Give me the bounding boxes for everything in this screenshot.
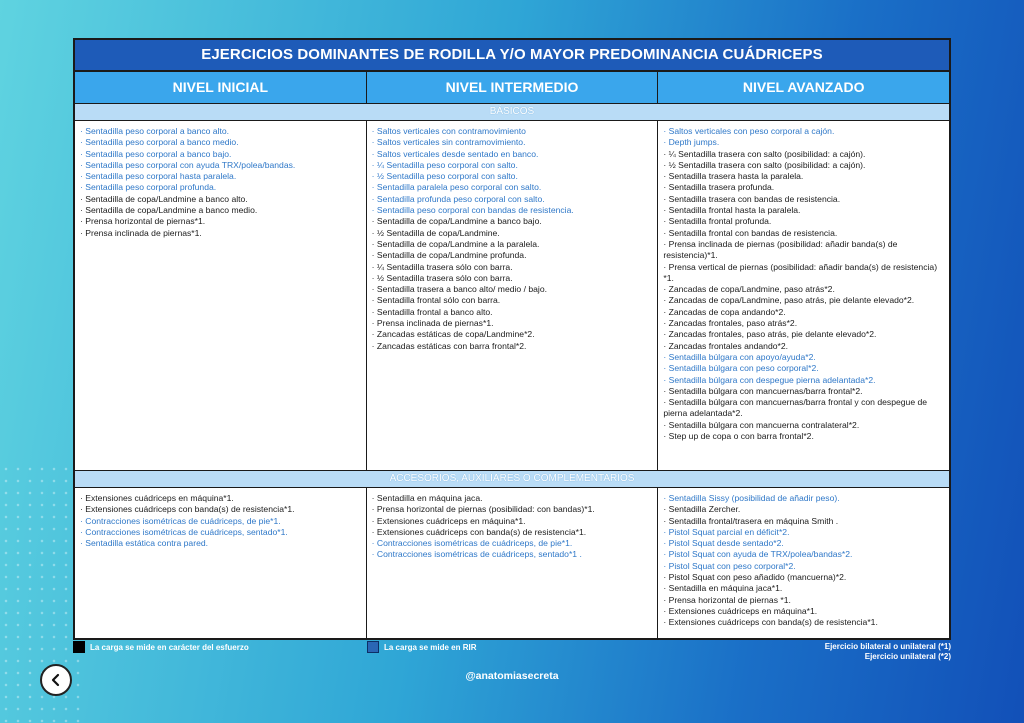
exercise-item: · ½ Sentadilla de copa/Landmine. bbox=[371, 227, 500, 238]
exercise-item: · Saltos verticales con peso corporal a cajón. bbox=[663, 126, 835, 136]
exercise-item: · ¼ Sentadilla trasera sólo con barra. bbox=[371, 261, 513, 272]
exercise-item: · Sentadilla búlgara con mancuernas/barra frontal*2. bbox=[663, 385, 863, 396]
exercise-item: · Sentadilla frontal con bandas de resistencia. bbox=[663, 227, 838, 238]
exercise-item: · Depth jumps. bbox=[663, 137, 720, 148]
exercise-item: · Sentadilla trasera hasta la paralela. bbox=[663, 171, 804, 182]
exercise-item: · Sentadilla peso corporal con ayuda TRX/polea/bandas. bbox=[80, 159, 296, 170]
exercise-item: · Pistol Squat parcial en déficit*2. bbox=[663, 526, 790, 537]
chevron-left-icon bbox=[49, 673, 63, 687]
exercise-item: · Sentadilla búlgara con peso corporal*2. bbox=[663, 363, 819, 374]
legend-black-label: La carga se mide en carácter del esfuerzo bbox=[90, 642, 249, 652]
legend-blue-swatch bbox=[367, 641, 379, 653]
exercise-item: · Extensiones cuádriceps con banda(s) de resistencia*1. bbox=[663, 617, 878, 628]
exercise-item: · Zancadas estáticas con barra frontal*2. bbox=[371, 340, 527, 351]
exercise-item: · Zancadas frontales andando*2. bbox=[663, 340, 789, 351]
level-header-row bbox=[75, 72, 949, 104]
exercise-item: · Extensiones cuádriceps en máquina*1. bbox=[80, 493, 234, 503]
exercise-item: · Sentadilla Zercher. bbox=[663, 504, 741, 515]
level-header-intermedio: NIVEL INTERMEDIO bbox=[367, 72, 659, 103]
exercise-item: · Extensiones cuádriceps en máquina*1. bbox=[371, 515, 526, 526]
exercise-item: · Sentadilla de copa/Landmine a banco medio. bbox=[80, 205, 258, 216]
exercise-item: · Sentadilla búlgara con apoyo/ayuda*2. bbox=[663, 351, 816, 362]
exercise-item: · Sentadilla peso corporal con bandas de resistencia. bbox=[371, 205, 574, 216]
exercise-item: · Sentadilla búlgara con mancuerna contralateral*2. bbox=[663, 419, 860, 430]
exercise-item: · Prensa inclinada de piernas*1. bbox=[80, 227, 202, 238]
exercise-item: · Sentadilla peso corporal hasta paralela. bbox=[80, 171, 237, 182]
exercise-item: · Prensa horizontal de piernas*1. bbox=[80, 216, 206, 227]
exercise-item: · Sentadilla de copa/Landmine profunda. bbox=[371, 250, 527, 261]
level-header-inicial: NIVEL INICIAL bbox=[75, 72, 367, 103]
legend-blue-label: La carga se mide en RIR bbox=[384, 642, 477, 652]
exercise-item: · Sentadilla profunda peso corporal con salto. bbox=[371, 193, 545, 204]
exercise-item: · Sentadilla peso corporal a banco alto. bbox=[80, 126, 230, 136]
exercise-item: · Sentadilla peso corporal profunda. bbox=[80, 182, 217, 193]
legend-black bbox=[73, 641, 249, 653]
exercise-item: · Sentadilla paralela peso corporal con salto. bbox=[371, 182, 542, 193]
exercise-item: · Sentadilla estática contra pared. bbox=[80, 538, 209, 549]
accesorios-inicial-cell bbox=[75, 488, 367, 638]
exercise-item: · Contracciones isométricas de cuádriceps, sentado*1. bbox=[80, 526, 288, 537]
exercise-item: · Zancadas frontales, paso atrás*2. bbox=[663, 318, 798, 329]
exercise-item: · Sentadilla trasera con bandas de resistencia. bbox=[663, 193, 841, 204]
footnotes bbox=[825, 642, 951, 662]
exercise-item: · Sentadilla frontal hasta la paralela. bbox=[663, 205, 801, 216]
exercise-item: · Sentadilla en máquina jaca*1. bbox=[663, 583, 783, 594]
basicos-inicial-cell bbox=[75, 121, 367, 470]
exercise-item: · Prensa horizontal de piernas *1. bbox=[663, 594, 791, 605]
exercise-item: · Pistol Squat desde sentado*2. bbox=[663, 538, 784, 549]
exercise-item: · Sentadilla de copa/Landmine a la paralela. bbox=[371, 238, 540, 249]
exercise-item: · Sentadilla Sissy (posibilidad de añadir peso). bbox=[663, 493, 840, 503]
exercise-item: · Sentadilla frontal profunda. bbox=[663, 216, 772, 227]
exercise-item: · ¼ Sentadilla trasera con salto (posibilidad: a cajón). bbox=[663, 148, 866, 159]
exercise-item: · ¼ Sentadilla peso corporal con salto. bbox=[371, 159, 518, 170]
exercise-item: · Step up de copa o con barra frontal*2. bbox=[663, 431, 814, 442]
accesorios-avanzado-cell bbox=[658, 488, 949, 638]
author-handle: @anatomiasecreta bbox=[465, 670, 559, 682]
exercise-item: · Prensa horizontal de piernas (posibilidad: con bandas)*1. bbox=[371, 504, 595, 515]
exercise-item: · Zancadas de copa andando*2. bbox=[663, 306, 786, 317]
table-title: EJERCICIOS DOMINANTES DE RODILLA Y/O MAYOR PREDOMINANCIA CUÁDRICEPS bbox=[75, 40, 949, 72]
exercise-item: · Sentadilla búlgara con mancuernas/barra frontal y con despegue de pierna adelantada*2. bbox=[663, 397, 928, 419]
section-label-accesorios: ACCESORIOS, AUXILIARES O COMPLEMENTARIOS bbox=[75, 471, 949, 488]
exercise-item: · Extensiones cuádriceps con banda(s) de resistencia*1. bbox=[371, 526, 587, 537]
exercise-item: · Sentadilla frontal/trasera en máquina Smith . bbox=[663, 515, 839, 526]
exercise-item: · Sentadilla peso corporal a banco bajo. bbox=[80, 148, 232, 159]
exercise-item: · Zancadas frontales, paso atrás, pie delante elevado*2. bbox=[663, 329, 877, 340]
exercise-item: · Prensa vertical de piernas (posibilidad: añadir banda(s) de resistencia) *1. bbox=[663, 261, 938, 283]
legend-black-swatch bbox=[73, 641, 85, 653]
exercise-item: · Sentadilla frontal a banco alto. bbox=[371, 306, 493, 317]
exercise-item: · Saltos verticales con contramovimiento bbox=[371, 126, 526, 136]
exercise-table bbox=[73, 38, 951, 640]
exercise-item: · Prensa inclinada de piernas*1. bbox=[371, 318, 494, 329]
basicos-avanzado-cell bbox=[658, 121, 949, 470]
exercise-item: · ½ Sentadilla peso corporal con salto. bbox=[371, 171, 518, 182]
exercise-item: · Pistol Squat con peso añadido (mancuerna)*2. bbox=[663, 572, 847, 583]
exercise-item: · Zancadas de copa/Landmine, paso atrás, pie delante elevado*2. bbox=[663, 295, 915, 306]
exercise-item: · Pistol Squat con peso corporal*2. bbox=[663, 560, 796, 571]
exercise-item: · Sentadilla frontal sólo con barra. bbox=[371, 295, 501, 306]
exercise-item: · Extensiones cuádriceps en máquina*1. bbox=[663, 605, 818, 616]
exercise-item: · Saltos verticales sin contramovimiento. bbox=[371, 137, 526, 148]
level-header-avanzado: NIVEL AVANZADO bbox=[742, 79, 865, 95]
exercise-item: · Sentadilla de copa/Landmine a banco alto. bbox=[80, 193, 248, 204]
exercise-item: · Zancadas estáticas de copa/Landmine*2. bbox=[371, 329, 535, 340]
basicos-intermedio-cell bbox=[367, 121, 659, 470]
footnote-1: Ejercicio bilateral o unilateral (*1) bbox=[824, 642, 951, 651]
exercise-item: · ½ Sentadilla trasera sólo con barra. bbox=[371, 272, 513, 283]
section-label-basicos: BÁSICOS bbox=[75, 104, 949, 121]
exercise-item: · Zancadas de copa/Landmine, paso atrás*2. bbox=[663, 284, 835, 295]
exercise-item: · Contracciones isométricas de cuádriceps, de pie*1. bbox=[80, 515, 281, 526]
legend-blue bbox=[367, 641, 476, 653]
back-button[interactable] bbox=[40, 664, 72, 696]
footnote-2: Ejercicio unilateral (*2) bbox=[864, 652, 951, 661]
exercise-item: · Contracciones isométricas de cuádriceps, de pie*1. bbox=[371, 538, 573, 549]
section-row-accesorios bbox=[75, 488, 949, 638]
accesorios-intermedio-cell bbox=[367, 488, 659, 638]
exercise-item: · Sentadilla en máquina jaca. bbox=[371, 493, 483, 503]
section-row-basicos bbox=[75, 121, 949, 471]
exercise-item: · Pistol Squat con ayuda de TRX/polea/bandas*2. bbox=[663, 549, 853, 560]
exercise-item: · Extensiones cuádriceps con banda(s) de resistencia*1. bbox=[80, 504, 295, 515]
exercise-item: · Sentadilla de copa/Landmine a banco bajo. bbox=[371, 216, 542, 227]
exercise-item: · Sentadilla trasera profunda. bbox=[663, 182, 775, 193]
exercise-item: · Prensa inclinada de piernas (posibilidad: añadir banda(s) de resistencia)*1. bbox=[663, 238, 898, 261]
exercise-item: · Sentadilla búlgara con despegue pierna adelantada*2. bbox=[663, 374, 876, 385]
exercise-item: · Saltos verticales desde sentado en banco. bbox=[371, 148, 539, 159]
exercise-item: · Contracciones isométricas de cuádriceps, sentado*1 . bbox=[371, 549, 582, 560]
exercise-item: · ½ Sentadilla trasera con salto (posibilidad: a cajón). bbox=[663, 159, 866, 170]
exercise-item: · Sentadilla peso corporal a banco medio. bbox=[80, 137, 239, 148]
exercise-item: · Sentadilla trasera a banco alto/ medio / bajo. bbox=[371, 284, 547, 295]
